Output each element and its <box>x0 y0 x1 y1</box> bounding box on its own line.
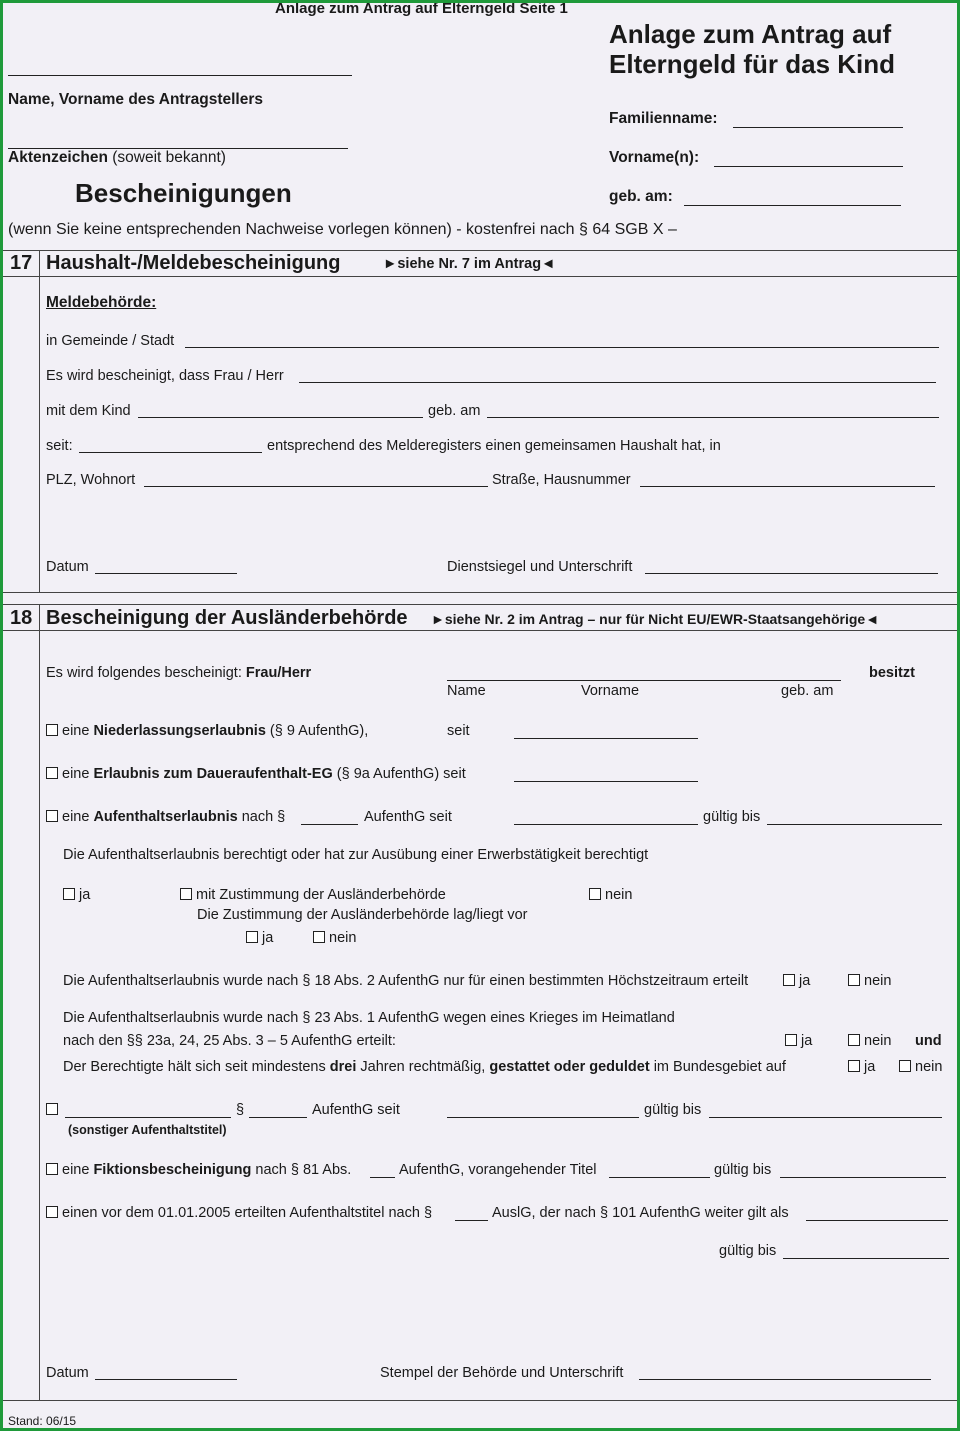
old-title-law-label: AuslG, der nach § 101 AufenthG weiter gilt als <box>492 1205 789 1221</box>
applicant-name-field[interactable] <box>8 75 352 76</box>
registration-office-label: Meldebehörde: <box>46 294 157 311</box>
fiction-prior-title-field[interactable] <box>609 1177 710 1178</box>
permit-law-label: AufenthG seit <box>364 809 452 825</box>
date-field[interactable] <box>95 573 237 574</box>
old-title-option[interactable]: einen vor dem 01.01.2005 erteilten Aufenthaltstitel nach § <box>46 1205 432 1221</box>
divider <box>3 630 957 631</box>
seal-field[interactable] <box>645 573 938 574</box>
divider <box>39 250 40 592</box>
section-17-number: 17 <box>10 252 33 274</box>
work-no-option[interactable]: nein <box>589 887 632 903</box>
postcode-field[interactable] <box>144 486 488 487</box>
war-yes-option[interactable]: ja <box>785 1033 812 1049</box>
checkbox[interactable] <box>63 888 75 900</box>
consent-no-option[interactable]: nein <box>313 930 356 946</box>
max-period-yes-option[interactable]: ja <box>783 973 810 989</box>
holder-field[interactable] <box>447 680 841 681</box>
first-name-caption: Vorname <box>581 683 640 699</box>
permanent-residence-option[interactable]: eine Erlaubnis zum Daueraufenthalt-EG (§ 9a AufenthG) seit <box>46 766 466 782</box>
checkbox[interactable] <box>46 1103 58 1115</box>
form-title-line2: Elterngeld für das Kind <box>609 49 896 79</box>
other-section-field[interactable] <box>249 1117 307 1118</box>
child-birth-label: geb. am <box>428 403 481 419</box>
child-label: mit dem Kind <box>46 403 131 419</box>
fee-note: (wenn Sie keine entsprechenden Nachweise vorlegen können) - kostenfrei nach § 64 SGB X – <box>8 221 677 238</box>
household-text: entsprechend des Melderegisters einen gemeinsamen Haushalt hat, in <box>267 438 721 454</box>
work-question: Die Aufenthaltserlaubnis berechtigt oder hat zur Ausübung einer Erwerbstätigkeit berechtigt <box>63 847 649 863</box>
first-name-field[interactable] <box>714 166 903 167</box>
since-label: seit: <box>46 438 73 454</box>
checkbox[interactable] <box>848 1034 860 1046</box>
possesses-label: besitzt <box>869 665 915 681</box>
checkbox[interactable] <box>589 888 601 900</box>
intro-text: Es wird folgendes bescheinigt: Frau/Herr <box>46 665 312 681</box>
family-name-label: Familienname: <box>609 110 718 127</box>
three-years-no-option[interactable]: nein <box>899 1059 942 1075</box>
child-field[interactable] <box>138 417 423 418</box>
permit-valid-field[interactable] <box>767 824 942 825</box>
applicant-label: Name, Vorname des Antragstellers <box>8 91 263 108</box>
checkbox[interactable] <box>246 931 258 943</box>
fiction-certificate-option[interactable]: eine Fiktionsbescheinigung nach § 81 Abs. <box>46 1162 351 1178</box>
max-period-question: Die Aufenthaltserlaubnis wurde nach § 18 Abs. 2 AufenthG nur für einen bestimmten Höchstzeitraum erteilt <box>63 973 749 989</box>
section-heading: Bescheinigungen <box>75 178 292 208</box>
and-label: und <box>915 1033 942 1049</box>
checkbox[interactable] <box>180 888 192 900</box>
fiction-valid-label: gültig bis <box>714 1162 772 1178</box>
three-years-yes-option[interactable]: ja <box>848 1059 875 1075</box>
person-label: Es wird bescheinigt, dass Frau / Herr <box>46 368 284 384</box>
old-title-type-field[interactable] <box>806 1220 948 1221</box>
divider <box>3 592 957 593</box>
checkbox[interactable] <box>848 1060 860 1072</box>
checkbox[interactable] <box>46 724 58 736</box>
birth-caption: geb. am <box>781 683 834 699</box>
section-18-hint: ►siehe Nr. 2 im Antrag – nur für Nicht EU/EWR-Staatsangehörige◄ <box>431 611 880 627</box>
stamp-label: Stempel der Behörde und Unterschrift <box>380 1365 624 1381</box>
section-17-hint: ►siehe Nr. 7 im Antrag◄ <box>383 256 556 272</box>
war-no-option[interactable]: nein <box>848 1033 891 1049</box>
other-title-caption: (sonstiger Aufenthaltstitel) <box>68 1123 227 1137</box>
permit-valid-label: gültig bis <box>703 809 761 825</box>
fiction-law-label: AufenthG, vorangehender Titel <box>399 1162 597 1178</box>
residence-permit-option[interactable]: eine Aufenthaltserlaubnis nach § <box>46 809 285 825</box>
permit-section-field[interactable] <box>301 824 358 825</box>
old-title-valid-field[interactable] <box>783 1258 949 1259</box>
child-birth-field[interactable] <box>487 417 939 418</box>
consent-question: Die Zustimmung der Ausländerbehörde lag/liegt vor <box>197 907 528 923</box>
birth-date-label: geb. am: <box>609 188 673 205</box>
other-valid-label: gültig bis <box>644 1102 702 1118</box>
other-section-sign: § <box>236 1102 245 1118</box>
checkbox[interactable] <box>783 974 795 986</box>
date-label: Datum <box>46 1365 89 1381</box>
other-valid-field[interactable] <box>709 1117 942 1118</box>
date-label: Datum <box>46 559 89 575</box>
form-title-line1: Anlage zum Antrag auf <box>609 19 892 49</box>
top-caption: Anlage zum Antrag auf Elterngeld Seite 1 <box>275 0 568 17</box>
divider <box>39 604 40 1400</box>
person-field[interactable] <box>299 382 936 383</box>
postcode-label: PLZ, Wohnort <box>46 472 136 488</box>
name-caption: Name <box>447 683 486 699</box>
consent-yes-option[interactable]: ja <box>246 930 273 946</box>
birth-date-field[interactable] <box>684 205 901 206</box>
stamp-field[interactable] <box>639 1379 931 1380</box>
work-yes-option[interactable]: ja <box>63 887 90 903</box>
section-18-title: Bescheinigung der Ausländerbehörde <box>46 607 408 629</box>
section-18-number: 18 <box>10 607 33 629</box>
checkbox[interactable] <box>46 1206 58 1218</box>
permit-since-field[interactable] <box>514 824 698 825</box>
with-consent-option[interactable]: mit Zustimmung der Ausländerbehörde <box>180 887 446 903</box>
checkbox[interactable] <box>899 1060 911 1072</box>
family-name-field[interactable] <box>733 127 903 128</box>
three-years-question: Der Berechtigte hält sich seit mindestens drei Jahren rechtmäßig, gestattet oder geduldet im Bundesgebiet auf <box>63 1059 786 1075</box>
file-reference-label: Aktenzeichen (soweit bekannt) <box>8 149 226 166</box>
seal-label: Dienstsiegel und Unterschrift <box>447 559 633 575</box>
divider <box>3 276 957 277</box>
old-title-valid-label: gültig bis <box>719 1243 777 1259</box>
other-title-option[interactable] <box>46 1102 62 1118</box>
checkbox[interactable] <box>46 1163 58 1175</box>
divider <box>3 604 957 605</box>
other-law-label: AufenthG seit <box>312 1102 400 1118</box>
fiction-paragraph-field[interactable] <box>370 1177 395 1178</box>
war-question-line2: nach den §§ 23a, 24, 25 Abs. 3 – 5 AufenthG erteilt: <box>63 1033 396 1049</box>
checkbox[interactable] <box>848 974 860 986</box>
other-title-field[interactable] <box>65 1117 231 1118</box>
municipality-label: in Gemeinde / Stadt <box>46 333 175 349</box>
version-stamp: Stand: 06/15 <box>8 1414 77 1428</box>
settlement-since-label: seit <box>447 723 470 739</box>
checkbox[interactable] <box>46 767 58 779</box>
max-period-no-option[interactable]: nein <box>848 973 891 989</box>
permanent-since-field[interactable] <box>514 781 698 782</box>
fiction-valid-field[interactable] <box>780 1177 946 1178</box>
section-17-title: Haushalt-/Meldebescheinigung <box>46 252 341 274</box>
since-field[interactable] <box>79 452 262 453</box>
other-since-field[interactable] <box>447 1117 639 1118</box>
divider <box>3 1400 957 1401</box>
checkbox[interactable] <box>785 1034 797 1046</box>
street-field[interactable] <box>640 486 935 487</box>
checkbox[interactable] <box>46 810 58 822</box>
street-label: Straße, Hausnummer <box>492 472 631 488</box>
settlement-since-field[interactable] <box>514 738 698 739</box>
war-question-line1: Die Aufenthaltserlaubnis wurde nach § 23 Abs. 1 AufenthG wegen eines Krieges im Heimatland <box>63 1010 675 1026</box>
old-title-section-field[interactable] <box>455 1220 488 1221</box>
date-field[interactable] <box>95 1379 237 1380</box>
settlement-permit-option[interactable]: eine Niederlassungserlaubnis (§ 9 AufenthG), <box>46 723 368 739</box>
first-name-label: Vorname(n): <box>609 149 700 166</box>
checkbox[interactable] <box>313 931 325 943</box>
divider <box>3 250 957 251</box>
municipality-field[interactable] <box>185 347 939 348</box>
